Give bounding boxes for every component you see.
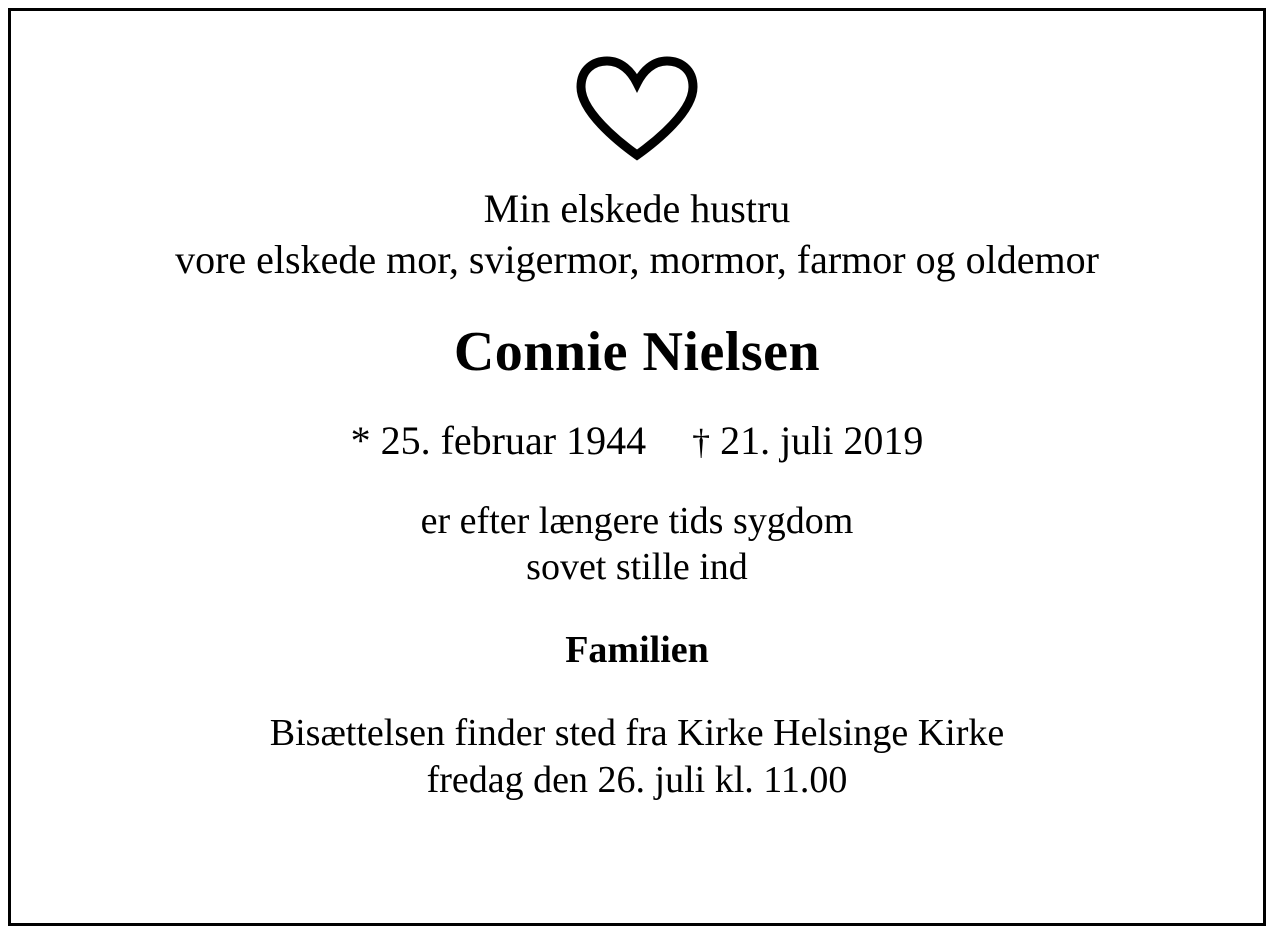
body-line-1: er efter længere tids sygdom [420, 499, 854, 542]
body-text [421, 499, 854, 591]
life-dates [351, 417, 924, 464]
intro-line-2: vore elskede mor, svigermor, mormor, farmor og oldemor [175, 237, 1099, 283]
deceased-name: Connie Nielsen [453, 321, 821, 384]
death-symbol: † [692, 422, 711, 463]
service-details [270, 711, 1004, 803]
death-date: 21. juli 2019 [720, 418, 924, 464]
obituary-notice [8, 8, 1266, 926]
heart-icon [562, 53, 712, 163]
signature: Familien [565, 629, 709, 672]
service-line-2: fredag den 26. juli kl. 11.00 [426, 758, 848, 801]
birth-symbol: * [350, 418, 371, 464]
birth-date: 25. februar 1944 [380, 418, 647, 464]
service-line-1: Bisættelsen finder sted fra Kirke Helsinge Kirke [269, 712, 1005, 755]
body-line-2: sovet stille ind [526, 546, 748, 589]
intro-line-1: Min elskede hustru [483, 186, 791, 231]
intro-text [175, 185, 1099, 283]
